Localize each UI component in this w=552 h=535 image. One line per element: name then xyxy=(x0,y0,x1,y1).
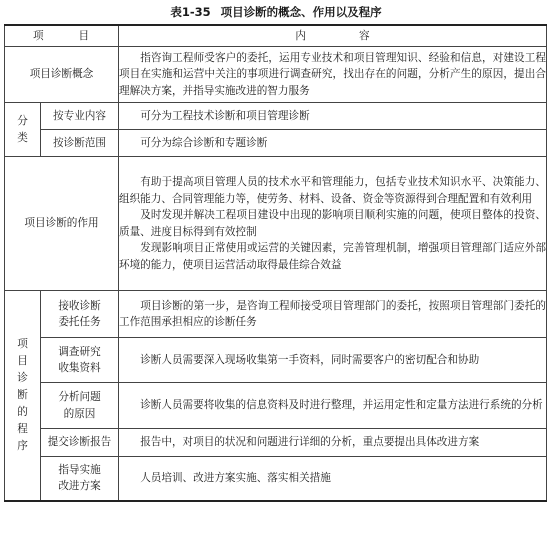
header-item: 项 目 xyxy=(5,25,119,47)
concept-text: 指咨询工程师受客户的委托，运用专业技术和项目管理知识、经验和信息，对建设工程项目在实施和运营中关注的事项进行调查研究，找出存在的问题，分析产生的原因，提出合理解决方案，并指导实施改进的智力服务 xyxy=(119,47,547,103)
classification-text: 可分为工程技术诊断和项目管理诊断 xyxy=(119,103,547,130)
classification-row xyxy=(5,130,547,157)
procedure-side-label: 项 目 诊 断 的 程 序 xyxy=(5,291,41,501)
procedure-row xyxy=(5,338,547,383)
table-number: 表1-35 xyxy=(170,5,211,19)
function-label: 项目诊断的作用 xyxy=(5,157,119,291)
procedure-step-text: 报告中，对项目的状况和问题进行详细的分析，重点要提出具体改进方案 xyxy=(119,429,547,457)
procedure-step-label: 调查研究 收集资料 xyxy=(41,338,119,383)
procedure-row xyxy=(5,429,547,457)
concept-row xyxy=(5,47,547,103)
table-caption xyxy=(0,4,552,20)
function-text xyxy=(119,157,547,291)
procedure-step-label: 指导实施 改进方案 xyxy=(41,457,119,501)
procedure-step-label: 接收诊断 委托任务 xyxy=(41,291,119,338)
procedure-row xyxy=(5,383,547,429)
procedure-step-text: 诊断人员需要深入现场收集第一手资料，同时需要客户的密切配合和协助 xyxy=(119,338,547,383)
function-paragraph: 发现影响项目正常使用或运营的关键因素，完善管理机制，增强项目管理部门适应外部环境的能力，使项目运营活动取得最佳综合效益 xyxy=(119,242,546,271)
procedure-step-text: 人员培训、改进方案实施、落实相关措施 xyxy=(119,457,547,501)
classification-side-label: 分 类 xyxy=(5,103,41,157)
procedure-row xyxy=(5,291,547,338)
procedure-step-label: 分析问题 的原因 xyxy=(41,383,119,429)
function-row xyxy=(5,157,547,291)
diagnosis-table xyxy=(4,24,547,502)
classification-label: 按专业内容 xyxy=(41,103,119,130)
procedure-step-text: 项目诊断的第一步，是咨询工程师接受项目管理部门的委托，按照项目管理部门委托的工作范围承担相应的诊断任务 xyxy=(119,291,547,338)
function-paragraph: 有助于提高项目管理人员的技术水平和管理能力，包括专业技术知识水平、决策能力、组织能力、合同管理能力等，使劳务、材料、设备、资金等资源得到合理配置和有效利用 xyxy=(119,176,546,205)
classification-label: 按诊断范围 xyxy=(41,130,119,157)
header-row xyxy=(5,25,547,47)
concept-label: 项目诊断概念 xyxy=(5,47,119,103)
classification-text: 可分为综合诊断和专题诊断 xyxy=(119,130,547,157)
procedure-step-text: 诊断人员需要将收集的信息资料及时进行整理，并运用定性和定量方法进行系统的分析 xyxy=(119,383,547,429)
table-title: 项目诊断的概念、作用以及程序 xyxy=(220,5,382,19)
procedure-step-label: 提交诊断报告 xyxy=(41,429,119,457)
function-paragraph: 及时发现并解决工程项目建设中出现的影响项目顺利实施的问题，使项目整体的投资、质量、进度目标得到有效控制 xyxy=(119,209,546,238)
classification-row xyxy=(5,103,547,130)
header-content: 内 容 xyxy=(119,25,547,47)
procedure-row xyxy=(5,457,547,501)
